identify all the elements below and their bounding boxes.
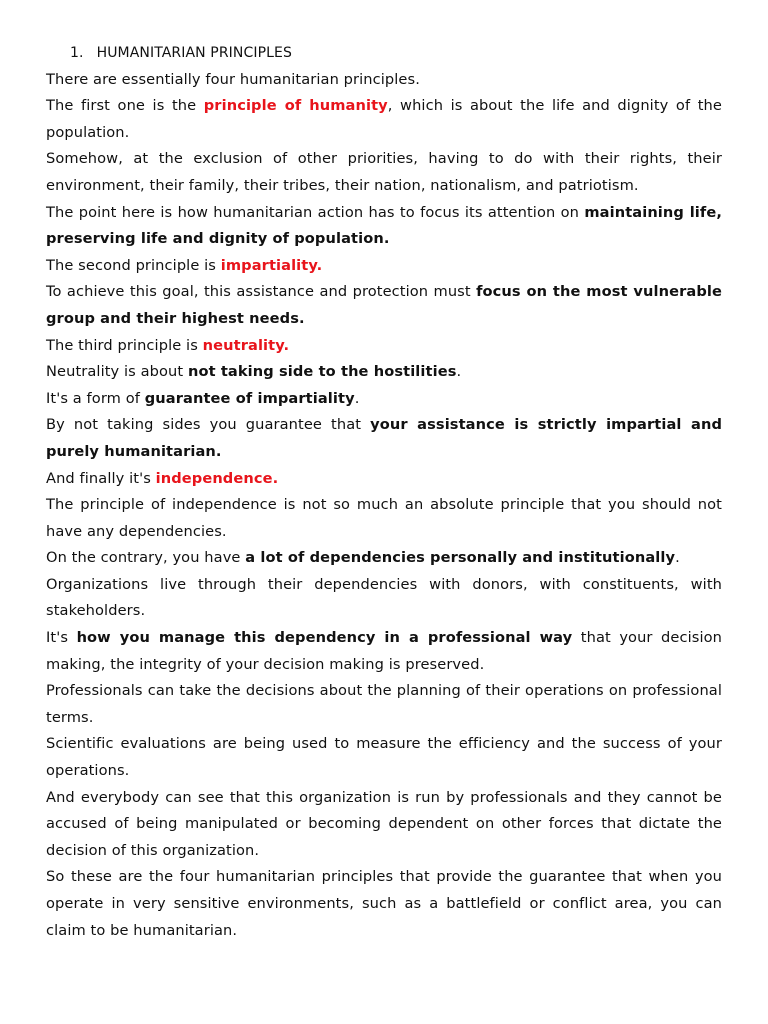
bold-text: not taking side to the hostilities bbox=[187, 363, 457, 381]
text-run: , which is about the life and dignity of the population. bbox=[46, 97, 722, 141]
paragraph-contrary bbox=[46, 545, 722, 572]
paragraph-professionals bbox=[46, 678, 722, 731]
paragraph-goal bbox=[46, 279, 722, 332]
heading-number: 1. bbox=[70, 45, 84, 61]
document-body bbox=[46, 40, 722, 944]
paragraph-point bbox=[46, 200, 722, 253]
principle-impartiality-highlight: impartiality. bbox=[220, 256, 323, 274]
bold-text: your assistance is strictly impartial and purely humanitarian. bbox=[46, 416, 722, 460]
text-run: Somehow, at the exclusion of other priorities, having to do with their rights, their environment, their family, their tribes, their nation, nationalism, and patriotism. bbox=[46, 150, 722, 194]
paragraph-sides bbox=[46, 412, 722, 465]
text-run: . bbox=[675, 549, 680, 567]
paragraph-conclusion bbox=[46, 864, 722, 944]
paragraph-manage bbox=[46, 625, 722, 678]
text-run: By not taking sides you guarantee that bbox=[46, 416, 371, 434]
paragraph-neutrality bbox=[46, 333, 722, 360]
text-run: Neutrality is about bbox=[46, 363, 188, 381]
paragraph-humanity bbox=[46, 93, 722, 146]
paragraph-organizations bbox=[46, 572, 722, 625]
paragraph-exclusion bbox=[46, 146, 722, 199]
principle-humanity-highlight: principle of humanity bbox=[203, 97, 388, 115]
text-run: . bbox=[456, 363, 462, 381]
bold-text: a lot of dependencies personally and institutionally bbox=[245, 549, 676, 567]
text-run: To achieve this goal, this assistance and protection must bbox=[46, 283, 477, 301]
section-heading bbox=[70, 40, 722, 67]
principle-neutrality-highlight: neutrality. bbox=[202, 336, 290, 354]
bold-text: maintaining life, preserving life and dignity of population. bbox=[46, 203, 722, 248]
text-run: . bbox=[354, 389, 360, 407]
text-run: And finally it's bbox=[46, 469, 156, 487]
text-run: The second principle is bbox=[46, 256, 221, 274]
text-run: It's bbox=[46, 629, 77, 647]
paragraph-impartiality bbox=[46, 253, 722, 280]
text-run: It's a form of bbox=[46, 389, 145, 407]
paragraph-independence-detail bbox=[46, 492, 722, 545]
paragraph-neutrality-about bbox=[46, 359, 722, 386]
text-run: So these are the four humanitarian principles that provide the guarantee that when you operate in very sensitive environments, such as a battlefield or conflict area, you can claim to be humanitarian. bbox=[46, 868, 722, 939]
bold-text: guarantee of impartiality bbox=[144, 389, 355, 407]
paragraph-independence bbox=[46, 466, 722, 493]
paragraph-everybody bbox=[46, 785, 722, 865]
text-run: And everybody can see that this organization is run by professionals and they cannot be accused of being manipulated or becoming dependent on other forces that dictate the decision of this organization. bbox=[46, 788, 722, 859]
bold-text: focus on the most vulnerable group and their highest needs. bbox=[46, 283, 722, 327]
paragraph-evaluations bbox=[46, 731, 722, 784]
text-run: that your decision making, the integrity of your decision making is preserved. bbox=[46, 629, 723, 673]
text-run: Organizations live through their dependencies with donors, with constituents, with stakeholders. bbox=[46, 575, 722, 620]
principle-independence-highlight: independence. bbox=[155, 469, 279, 487]
text-run: The third principle is bbox=[46, 336, 203, 354]
text-run: The point here is how humanitarian action has to focus its attention on bbox=[46, 203, 585, 221]
text-run: There are essentially four humanitarian principles. bbox=[46, 70, 420, 88]
text-run: The principle of independence is not so much an absolute principle that you should not have any dependencies. bbox=[46, 496, 722, 540]
paragraph-form bbox=[46, 386, 722, 413]
bold-text: how you manage this dependency in a professional way bbox=[76, 629, 573, 647]
text-run: The first one is the bbox=[46, 97, 204, 115]
text-run: On the contrary, you have bbox=[46, 549, 246, 567]
text-run: Scientific evaluations are being used to measure the efficiency and the success of your operations. bbox=[46, 735, 722, 780]
heading-text: HUMANITARIAN PRINCIPLES bbox=[96, 45, 292, 61]
paragraph-intro bbox=[46, 67, 722, 94]
text-run: Professionals can take the decisions about the planning of their operations on professional terms. bbox=[46, 682, 722, 726]
